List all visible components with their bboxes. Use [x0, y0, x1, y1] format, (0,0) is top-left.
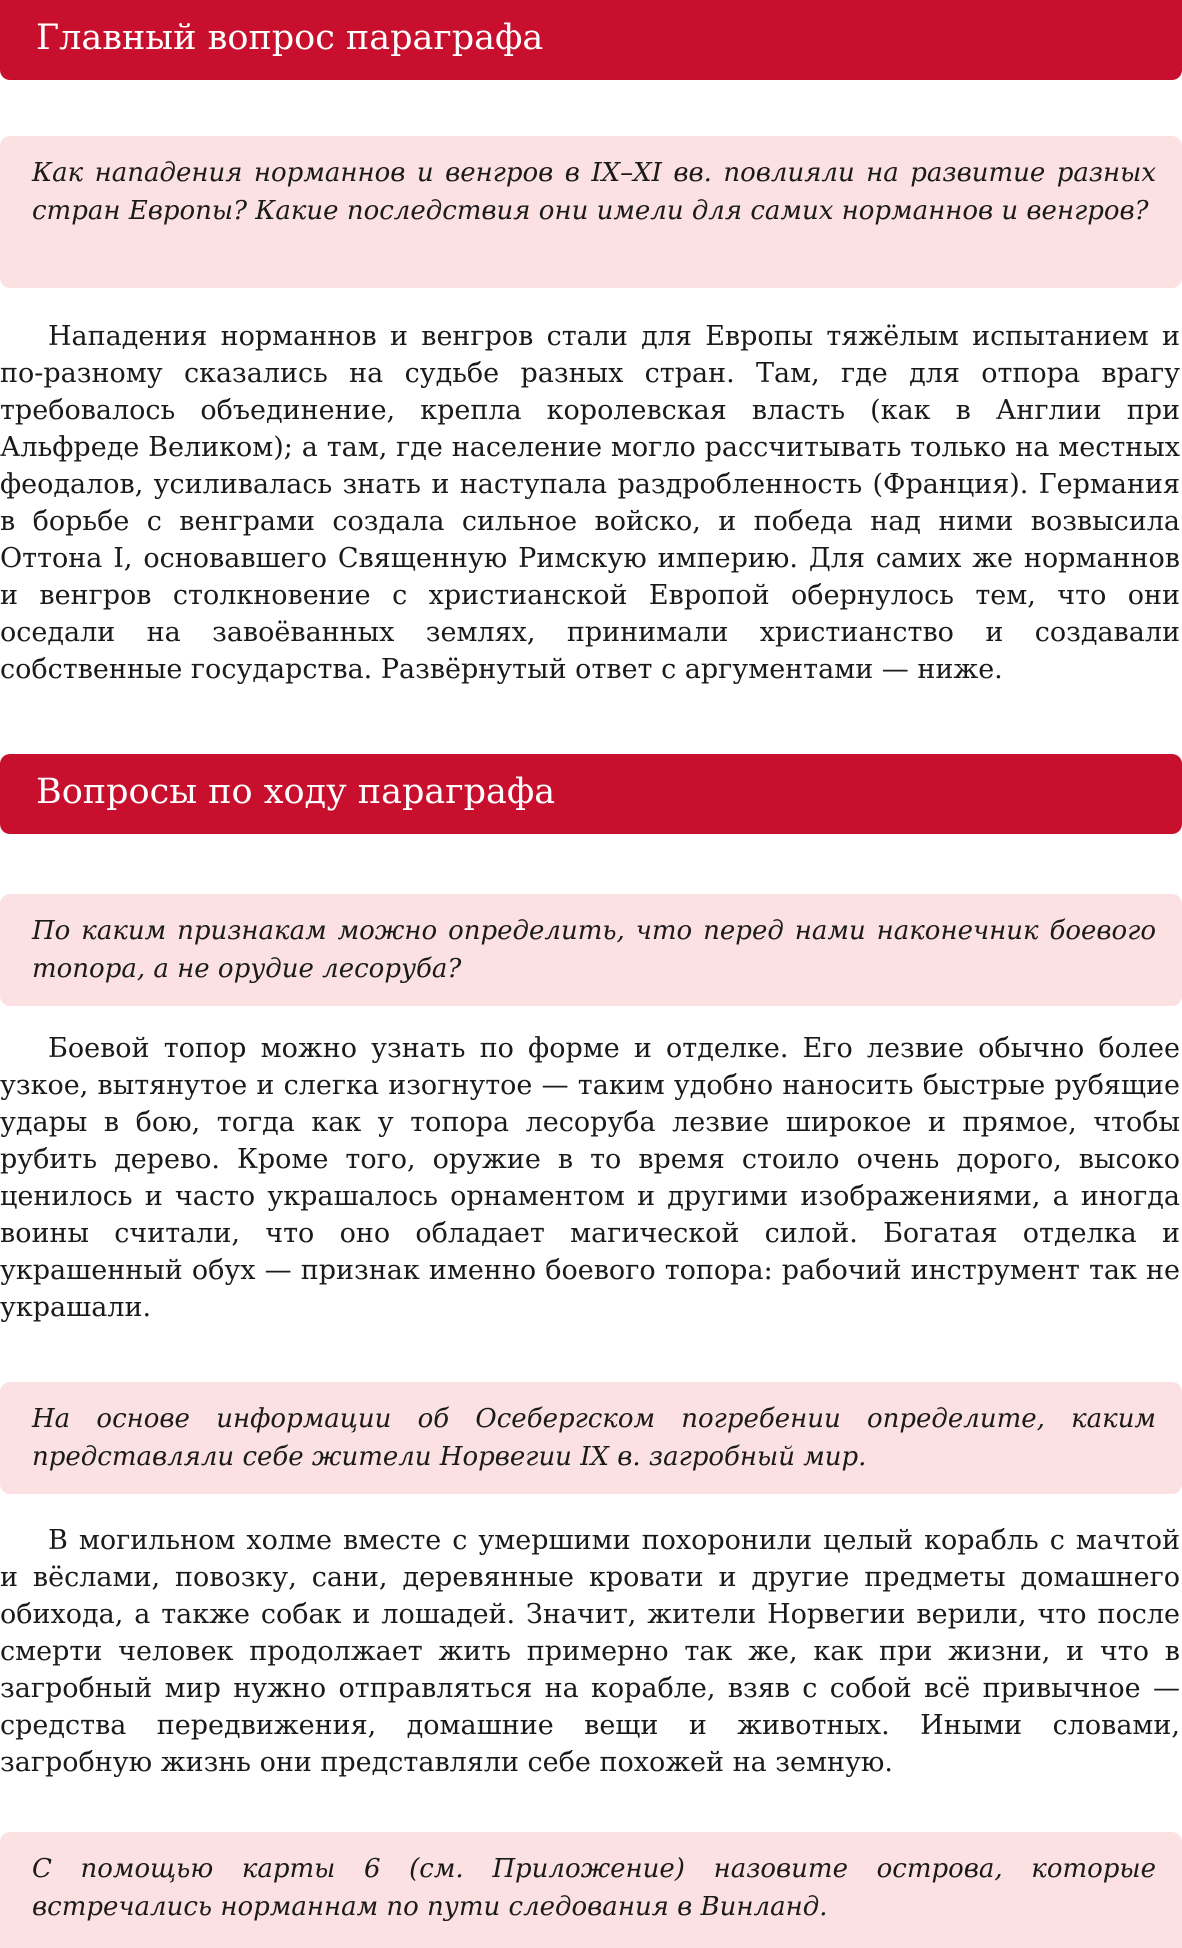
section-title-questions: Вопросы по ходу параграфа: [0, 754, 1182, 834]
answer-text-oseberg: В могильном холме вместе с умершими похоронили целый корабль с мачтой и вёслами, повозку, сани, деревянные кровати и другие предметы домашнего обихода, а также собак и лошадей. Значит, жители Норвегии верили, что после смерти человек продолжает жить примерно так же, как при жизни, и что в загробный мир нужно отправляться на корабле, взяв с собой всё привычное — средства передвижения, домашние вещи и животных. Иными словами, загробную жизнь они представляли себе похожей на земную.: [0, 1525, 1180, 1778]
question-box-main: Как нападения норманнов и венгров в IX–XI вв. повлияли на развитие разных стран Европы? Какие последствия они имели для самих норманнов и венгров?: [0, 136, 1182, 288]
section-title-main-question: Главный вопрос параграфа: [0, 0, 1182, 80]
question-box-oseberg: На основе информации об Осебергском погребении определите, каким представляли себе жители Норвегии IX в. загробный мир.: [0, 1382, 1182, 1494]
answer-text-main: Нападения норманнов и венгров стали для Европы тяжёлым испытанием и по-разному сказались на судьбе разных стран. Там, где для отпора врагу требовалось объединение, крепла королевская власть (как в Англии при Альфреде Великом); а там, где население могло рассчитывать только на местных феодалов, усиливалась знать и наступала раздробленность (Франция). Германия в борьбе с венграми создала сильное войско, и победа над ними возвысила Оттона I, основавшего Священную Римскую империю. Для самих же норманнов и венгров столкновение с христианской Европой обернулось тем, что они оседали на завоёванных землях, принимали христианство и создавали собственные государства. Развёрнутый ответ с аргументами — ниже.: [0, 321, 1180, 685]
question-box-vinland: С помощью карты 6 (см. Приложение) назовите острова, которые встречались норманнам по пути следования в Винланд.: [0, 1832, 1182, 1948]
question-box-axe: По каким признакам можно определить, что перед нами наконечник боевого топора, а не орудие лесоруба?: [0, 894, 1182, 1006]
answer-text-axe: Боевой топор можно узнать по форме и отделке. Его лезвие обычно более узкое, вытянутое и слегка изогнутое — таким удобно наносить быстрые рубящие удары в бою, тогда как у топора лесоруба лезвие широкое и прямое, чтобы рубить дерево. Кроме того, оружие в то время стоило очень дорого, высоко ценилось и часто украшалось орнаментом и другими изображениями, а иногда воины считали, что оно обладает магической силой. Богатая отделка и украшенный обух — признак именно боевого топора: рабочий инструмент так не украшали.: [0, 1033, 1180, 1323]
